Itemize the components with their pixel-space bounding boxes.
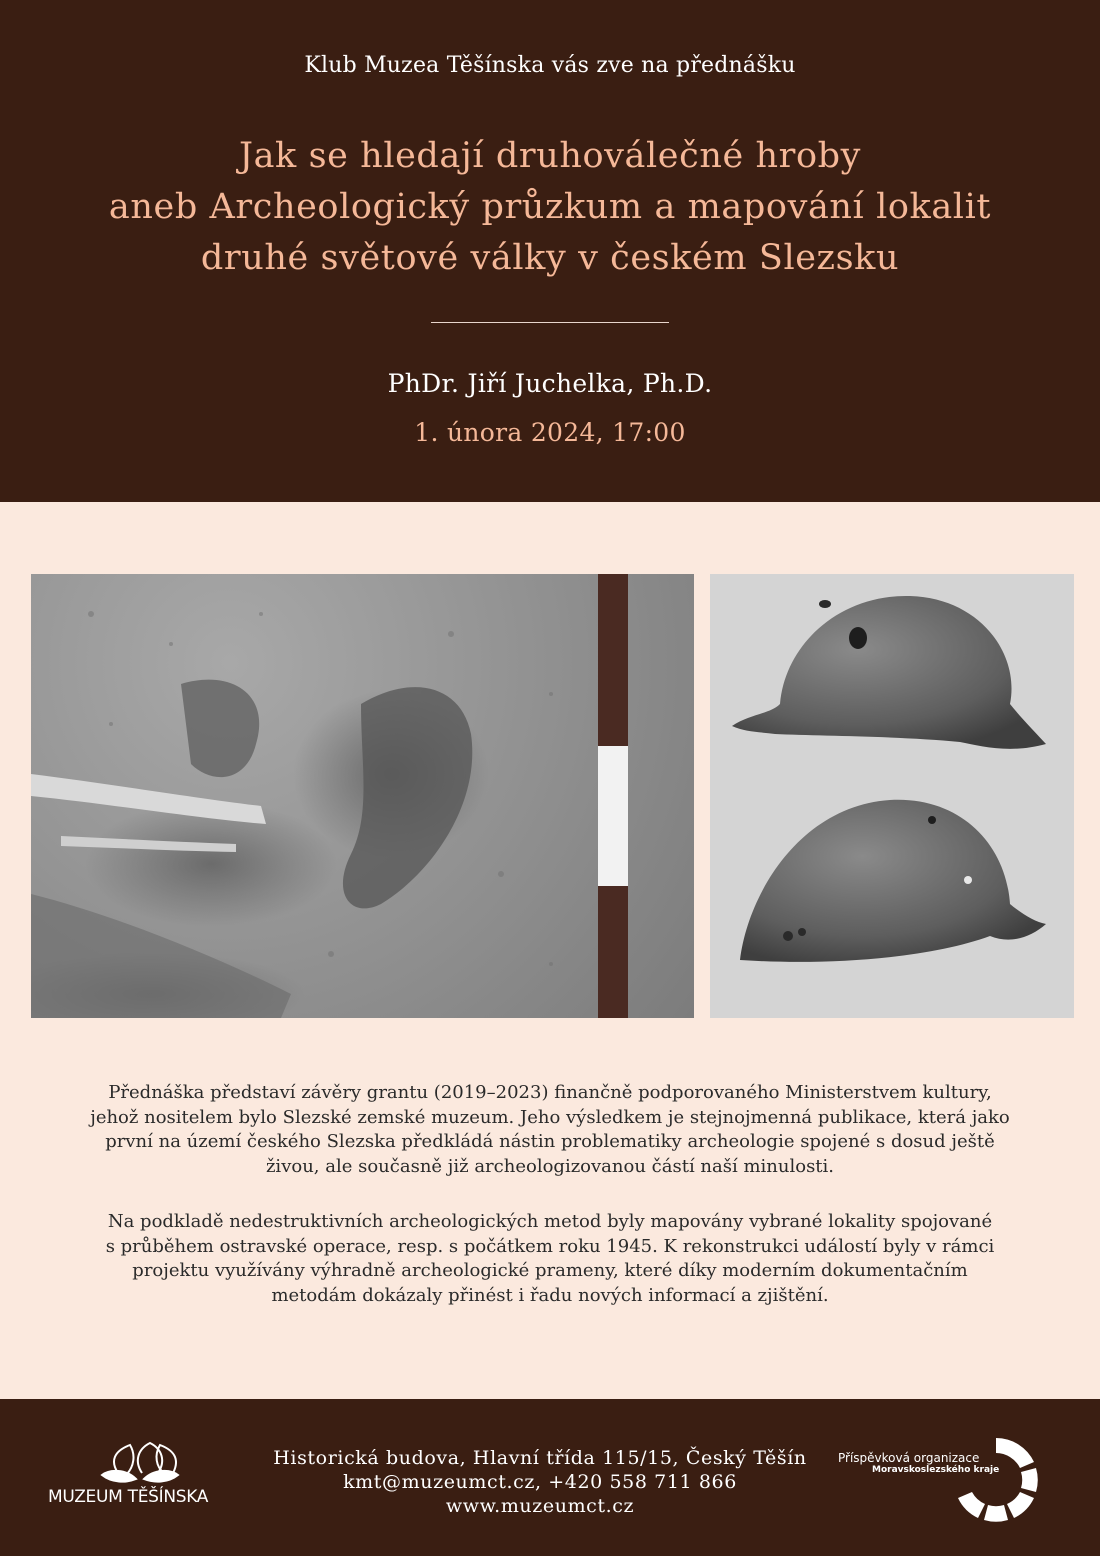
text-line: Na podkladě nedestruktivních archeologických metod byly mapovány vybrané lokality spojované xyxy=(107,1211,993,1232)
event-date: 1. února 2024, 17:00 xyxy=(414,418,686,447)
invitation-line: Klub Muzea Těšínska vás zve na přednášku xyxy=(304,53,796,78)
text-line: první na území českého Slezska předkládá nástin problematiky archeologie spojené s dosud ještě xyxy=(105,1131,995,1152)
museum-logo xyxy=(40,1439,240,1509)
text-line: živou, ale současně již archeologizovanou částí naší minulosti. xyxy=(265,1155,835,1177)
footer-band xyxy=(0,1399,1100,1556)
helmets-photo xyxy=(710,574,1074,1018)
contact-block xyxy=(240,1446,840,1518)
title-line: druhé světové války v českém Slezsku xyxy=(200,238,900,278)
text-line: metodám dokázaly přinést i řadu nových informací a zjištění. xyxy=(271,1284,829,1306)
text-line: s průběhem ostravské operace, resp. s počátkem roku 1945. K rekonstrukci událostí byly v rámci xyxy=(105,1235,995,1257)
text-line: projektu využívány výhradně archeologické prameny, které díky moderním dokumentačním xyxy=(132,1260,968,1281)
speaker-name: PhDr. Jiří Juchelka, Ph.D. xyxy=(387,369,713,398)
text-line: Přednáška představí závěry grantu (2019–2023) finančně podporovaného Ministerstvem kultury, xyxy=(108,1082,992,1103)
lotus-logo-icon xyxy=(40,1439,240,1485)
region-ring-logo-icon xyxy=(950,1434,1042,1526)
title-line: Jak se hledají druhoválečné hroby xyxy=(238,136,862,176)
header-band xyxy=(0,0,1100,502)
description-paragraph-1 xyxy=(40,1081,1060,1179)
org-line-2: Moravskoslezského kraje xyxy=(872,1465,1000,1475)
text-line: jehož nositelem bylo Slezské zemské muzeum. Jeho výsledkem je stejnojmenná publikace, která jako xyxy=(90,1106,1010,1128)
helmet-illustration xyxy=(710,574,1074,1018)
website-link[interactable]: www.muzeumct.cz xyxy=(445,1495,635,1517)
title-divider xyxy=(431,322,669,323)
contact-line[interactable]: kmt@muzeumct.cz, +420 558 711 866 xyxy=(343,1471,737,1493)
excavation-photo xyxy=(31,574,694,1018)
address-line: Historická budova, Hlavní třída 115/15, Český Těšín xyxy=(273,1447,807,1469)
lecture-title xyxy=(0,131,1100,284)
museum-logo-text: MUZEUM TĚŠÍNSKA xyxy=(48,1487,209,1507)
excavation-illustration xyxy=(31,574,694,1018)
description-paragraph-2 xyxy=(40,1210,1060,1308)
org-line-1: Příspěvková organizace xyxy=(838,1451,980,1465)
title-line: aneb Archeologický průzkum a mapování lokalit xyxy=(108,187,992,227)
